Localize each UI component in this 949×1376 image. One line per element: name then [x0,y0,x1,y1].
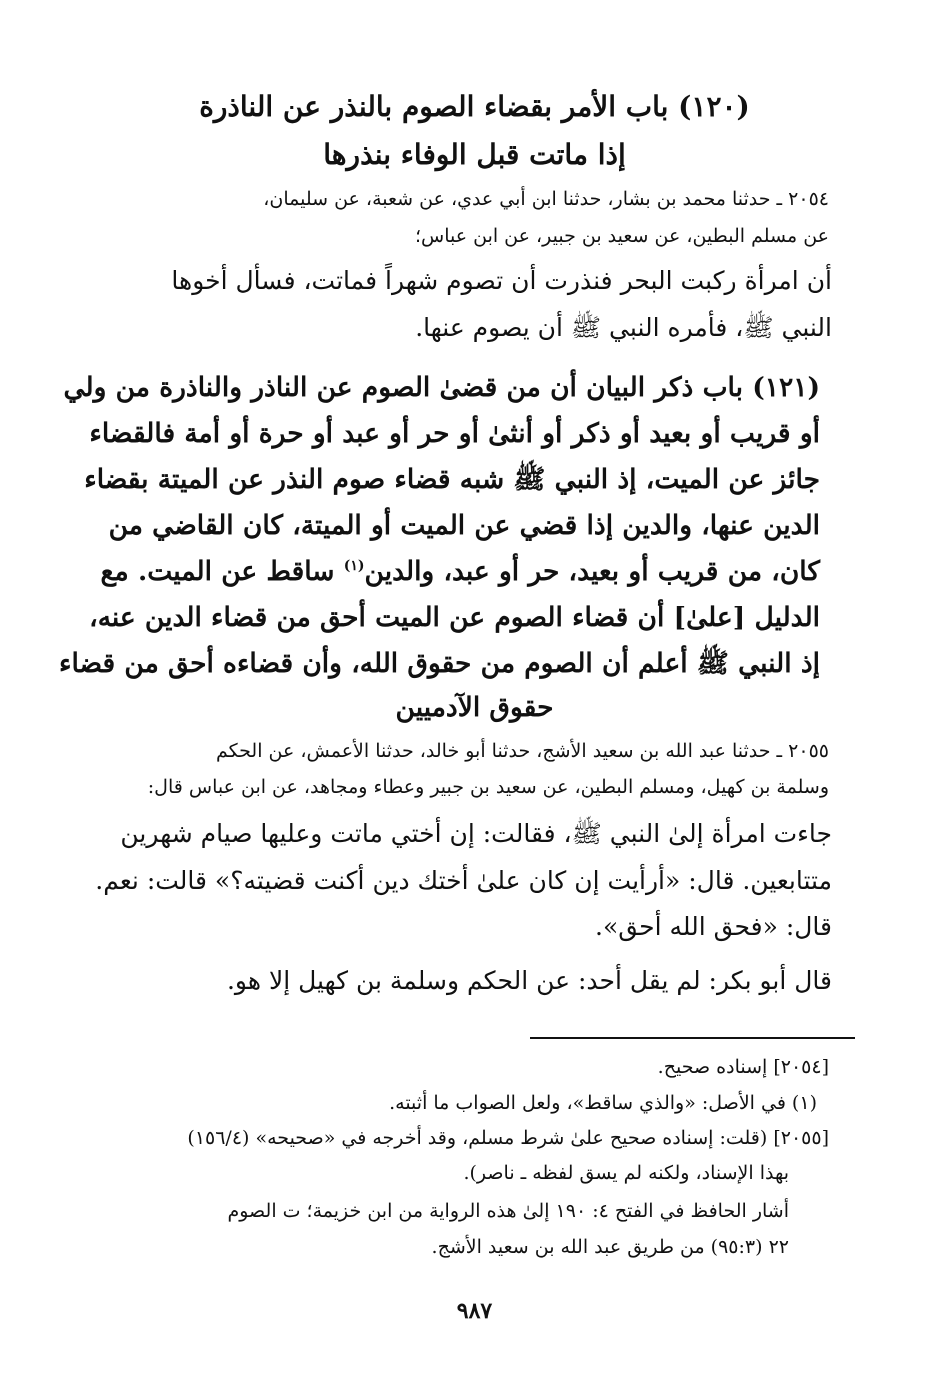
footnote-2055-line2: بهذا الإسناد، ولكنه لم يسق لفظه ـ ناصر). [463,1162,789,1184]
chapter-121-line2: أو قريب أو بعيد أو ذكر أو أنثىٰ أو حر أو عبد أو حرة أو أمة فالقضاء [89,418,820,449]
hadith-2055-matn-line1: جاءت امرأة إلىٰ النبي ﷺ، فقالت: إن أختي ماتت وعليها صيام شهرين [120,819,832,848]
chapter-121-line5-part-a: كان، من قريب أو بعيد، حر أو عبد، والدين [364,556,820,587]
chapter-121-line3: جائز عن الميت، إذ النبي ﷺ شبه قضاء صوم النذر عن الميتة بقضاء [84,464,820,495]
hadith-2055-matn-line2: متتابعين. قال: «أرأيت إن كان علىٰ أختك دين أكنت قضيته؟» قالت: نعم. [95,866,832,895]
chapter-121-line5 [100,556,820,587]
footnote-hafiz-line1: أشار الحافظ في الفتح ٤: ١٩٠ إلىٰ هذه الرواية من ابن خزيمة؛ ت الصوم [227,1200,789,1222]
hadith-2055-comment: قال أبو بكر: لم يقل أحد: عن الحكم وسلمة بن كهيل إلا هو. [226,966,832,995]
footnote-hafiz-line2: ٢٢ (٩٥:٣) من طريق عبد الله بن سعيد الأشج. [431,1236,789,1258]
hadith-2054-matn-line1: أن امرأة ركبت البحر فنذرت أن تصوم شهراً فماتت، فسأل أخوها [171,266,832,295]
hadith-2054-matn-line2: النبي ﷺ، فأمره النبي ﷺ أن يصوم عنها. [415,313,832,342]
chapter-121-line1: (١٢١) باب ذكر البيان أن من قضىٰ الصوم عن الناذر والناذرة من ولي [63,372,820,403]
chapter-121-line5-part-b: ساقط عن الميت. مع [100,556,344,587]
hadith-2055-matn-line3: قال: «فحق الله أحق». [595,912,832,941]
chapter-121-line6: الدليل [علىٰ] أن قضاء الصوم عن الميت أحق من قضاء الدين عنه، [89,602,820,633]
chapter-120-title-line1: (١٢٠) باب الأمر بقضاء الصوم بالنذر عن الناذرة [199,90,750,123]
chapter-121-line8: حقوق الآدميين [395,692,554,723]
hadith-2055-isnad-line2: وسلمة بن كهيل، ومسلم البطين، عن سعيد بن جبير وعطاء ومجاهد، عن ابن عباس قال: [147,776,829,798]
footnote-separator [530,1037,855,1039]
footnote-marker-1: (١) [343,558,365,575]
footnote-2055-line1: [٢٠٥٥] (قلت: إسناده صحيح علىٰ شرط مسلم، وقد أخرجه في «صحيحه» (١٥٦/٤) [187,1127,829,1149]
footnote-1: (١) في الأصل: «والذي ساقط»، ولعل الصواب ما أثبته. [389,1092,817,1114]
page-number: ٩٨٧ [456,1298,493,1324]
chapter-121-line4: الدين عنها، والدين إذا قضي عن الميت أو الميتة، كان القاضي من [108,510,820,541]
hadith-2054-isnad-line2: عن مسلم البطين، عن سعيد بن جبير، عن ابن عباس؛ [414,225,829,247]
hadith-2055-isnad-line1: ٢٠٥٥ ـ حدثنا عبد الله بن سعيد الأشج، حدثنا أبو خالد، حدثنا الأعمش، عن الحكم [216,740,829,762]
chapter-120-title-line2: إذا ماتت قبل الوفاء بنذرها [323,138,626,171]
footnote-2054: [٢٠٥٤] إسناده صحيح. [657,1056,829,1078]
chapter-121-line7: إذ النبي ﷺ أعلم أن الصوم من حقوق الله، وأن قضاءه أحق من قضاء [58,648,820,679]
hadith-2054-isnad-line1: ٢٠٥٤ ـ حدثنا محمد بن بشار، حدثنا ابن أبي عدي، عن شعبة، عن سليمان، [263,188,829,210]
